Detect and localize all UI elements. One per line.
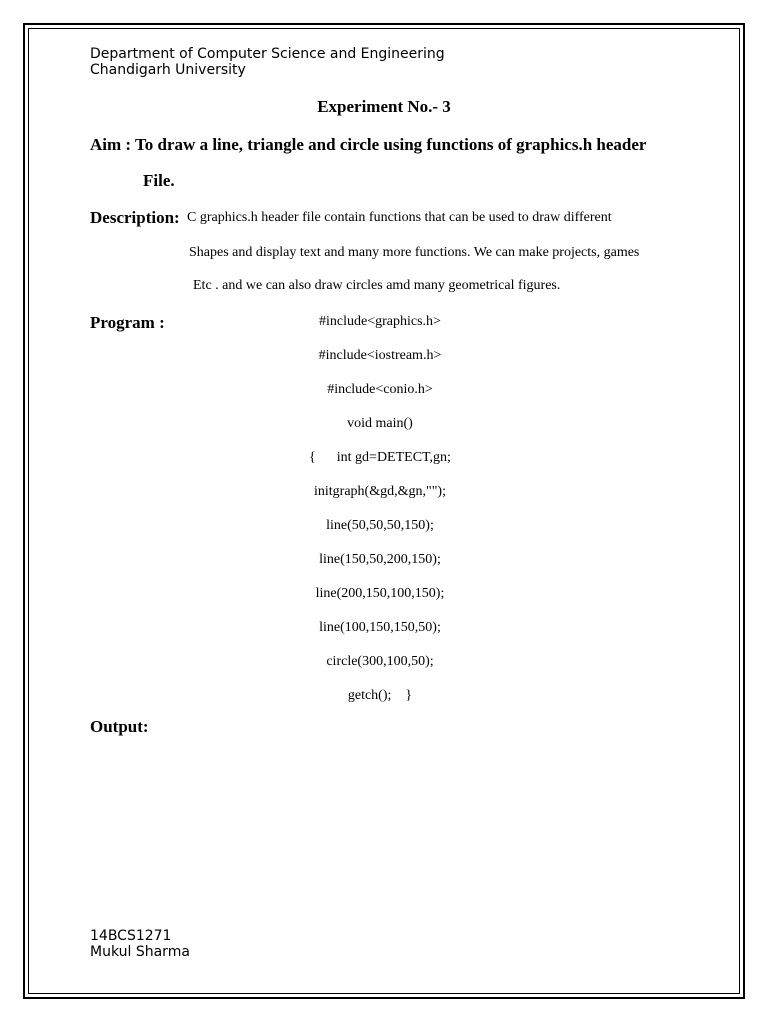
department-name: Department of Computer Science and Engineering [90, 46, 445, 62]
code-line: #include<iostream.h> [318, 348, 442, 363]
code-line: line(200,150,100,150); [315, 586, 445, 601]
description-line-3: Etc . and we can also draw circles amd many geometrical figures. [193, 278, 561, 293]
page-header [90, 46, 445, 78]
code-line: #include<graphics.h> [319, 314, 441, 329]
description-label: Description: [90, 208, 180, 227]
university-name: Chandigarh University [90, 62, 246, 78]
code-line: { int gd=DETECT,gn; [309, 450, 451, 465]
code-line: line(150,50,200,150); [319, 552, 441, 567]
aim-line-2: File. [143, 171, 175, 190]
page-footer [90, 928, 190, 960]
description-line-2: Shapes and display text and many more functions. We can make projects, games [189, 245, 640, 260]
code-line: getch(); } [347, 688, 413, 703]
code-line: initgraph(&gd,&gn,""); [314, 484, 446, 499]
experiment-title: Experiment No.- 3 [317, 97, 451, 116]
student-name: Mukul Sharma [90, 944, 190, 960]
program-label: Program : [90, 313, 165, 332]
code-line: line(100,150,150,50); [319, 620, 441, 635]
code-line: void main() [347, 416, 413, 431]
page-border-inner [28, 28, 740, 994]
aim-line-1: Aim : To draw a line, triangle and circle using functions of graphics.h header [90, 135, 647, 154]
code-line: #include<conio.h> [327, 382, 433, 397]
roll-number: 14BCS1271 [90, 928, 172, 944]
description-line-1: C graphics.h header file contain functions that can be used to draw different [187, 210, 612, 225]
output-label: Output: [90, 717, 149, 736]
code-line: line(50,50,50,150); [326, 518, 434, 533]
code-line: circle(300,100,50); [326, 654, 434, 669]
